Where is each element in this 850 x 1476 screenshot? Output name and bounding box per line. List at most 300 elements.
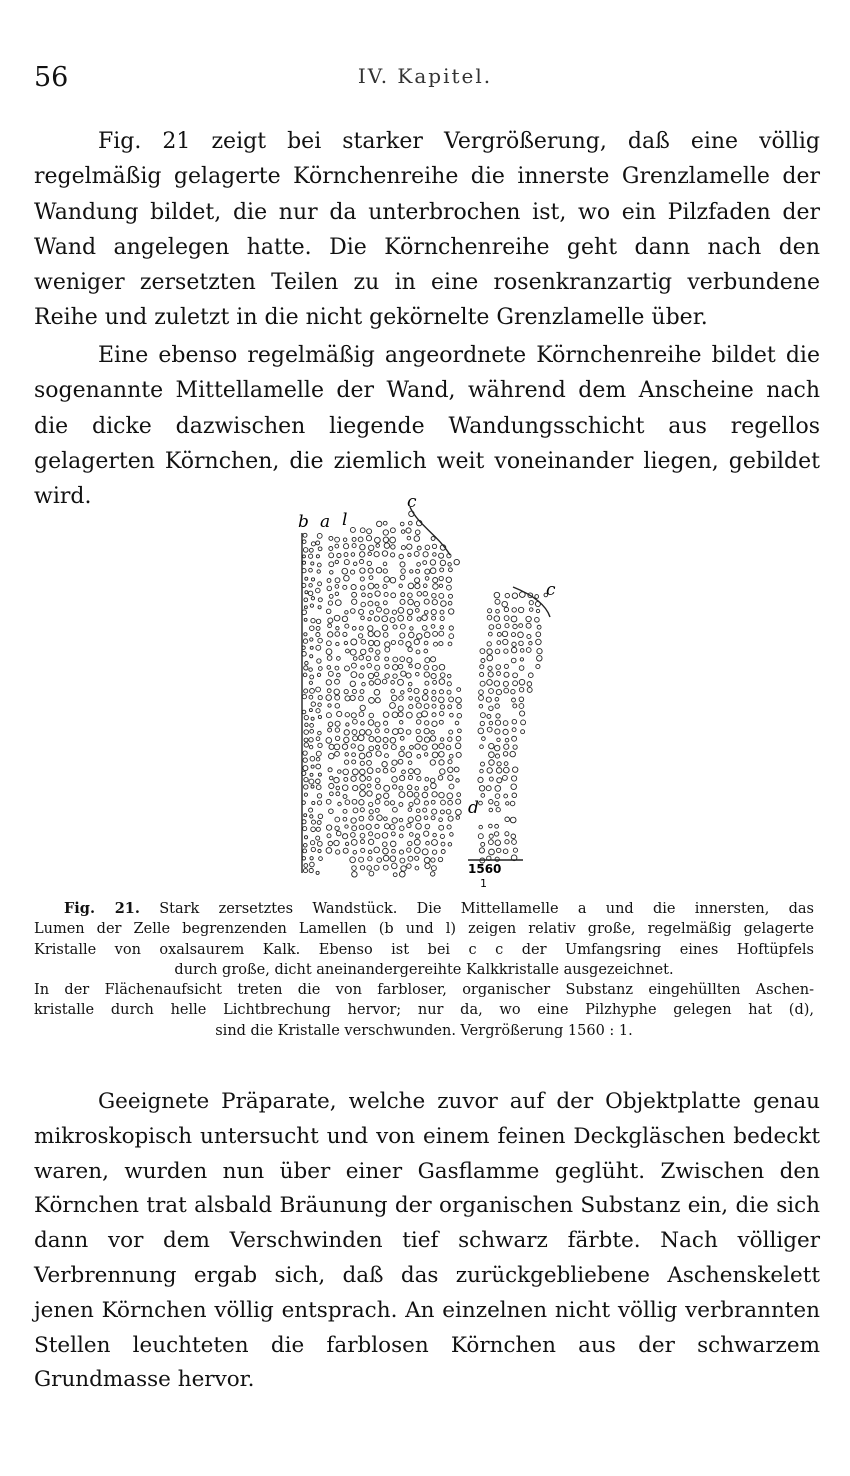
crystal-dot bbox=[504, 616, 509, 621]
crystal-dot bbox=[392, 777, 398, 783]
crystal-dot bbox=[360, 784, 366, 790]
crystal-dot bbox=[496, 665, 501, 670]
crystal-dot bbox=[317, 673, 320, 676]
crystal-dot bbox=[439, 743, 444, 748]
crystal-dot bbox=[352, 599, 357, 604]
crystal-dot bbox=[383, 712, 389, 718]
crystal-dot bbox=[383, 865, 388, 870]
crystal-dot bbox=[344, 777, 348, 781]
crystal-dot bbox=[415, 834, 419, 838]
crystal-dot bbox=[416, 729, 420, 733]
crystal-dot bbox=[478, 834, 483, 839]
crystal-dot bbox=[519, 697, 524, 702]
crystal-dot bbox=[446, 585, 451, 590]
crystal-dot bbox=[352, 760, 356, 764]
crystal-dot bbox=[504, 649, 508, 653]
crystal-dot bbox=[439, 697, 445, 703]
crystal-dot bbox=[375, 834, 380, 839]
crystal-dot bbox=[505, 817, 510, 822]
crystal-dot bbox=[316, 827, 320, 831]
crystal-dot bbox=[519, 711, 524, 716]
crystal-dot bbox=[310, 815, 313, 818]
crystal-dot bbox=[391, 695, 397, 701]
crystal-dot bbox=[343, 834, 348, 839]
crystal-dot bbox=[350, 695, 355, 700]
crystal-dot bbox=[450, 833, 454, 837]
crystal-dot bbox=[390, 577, 396, 583]
crystal-dot bbox=[407, 609, 413, 615]
crystal-dot bbox=[303, 673, 307, 677]
crystal-dot bbox=[328, 728, 332, 732]
crystal-dot bbox=[422, 745, 427, 750]
crystal-dot bbox=[308, 554, 312, 558]
crystal-dot bbox=[335, 544, 339, 548]
crystal-dot bbox=[328, 618, 333, 623]
crystal-dot bbox=[489, 625, 494, 630]
crystal-dot bbox=[447, 793, 453, 799]
crystal-dot bbox=[368, 601, 373, 606]
crystal-dot bbox=[504, 607, 508, 611]
crystal-dot bbox=[311, 717, 314, 720]
crystal-dot bbox=[487, 768, 492, 773]
crystal-dot bbox=[457, 688, 461, 692]
crystal-dot bbox=[382, 625, 387, 630]
crystal-dot bbox=[384, 543, 389, 548]
crystal-dot bbox=[408, 593, 413, 598]
caption-line-1 bbox=[34, 899, 814, 919]
crystal-dot bbox=[424, 831, 429, 836]
crystal-dot bbox=[406, 528, 411, 533]
crystal-dot bbox=[518, 632, 524, 638]
crystal-dot bbox=[456, 697, 462, 703]
crystal-dot bbox=[487, 615, 492, 620]
crystal-dot bbox=[536, 664, 540, 668]
crystal-dot bbox=[494, 745, 499, 750]
crystal-dot bbox=[328, 768, 332, 772]
crystal-dot bbox=[326, 825, 331, 830]
crystal-dot bbox=[318, 547, 322, 551]
crystal-dot bbox=[424, 665, 429, 670]
crystal-dot bbox=[431, 866, 436, 871]
crystal-dot bbox=[309, 668, 313, 672]
crystal-dot bbox=[309, 548, 313, 552]
crystal-dot bbox=[317, 794, 321, 798]
crystal-dot bbox=[494, 832, 498, 836]
crystal-dot bbox=[489, 689, 494, 694]
crystal-dot bbox=[439, 631, 444, 636]
crystal-dot bbox=[415, 697, 419, 701]
crystal-dot bbox=[398, 615, 404, 621]
crystal-dot bbox=[416, 650, 420, 654]
crystal-dot bbox=[391, 593, 396, 598]
crystal-dot bbox=[439, 642, 443, 646]
crystal-dot bbox=[481, 794, 485, 798]
crystal-dot bbox=[406, 642, 411, 647]
crystal-dot bbox=[398, 664, 402, 668]
crystal-dot bbox=[335, 632, 340, 637]
crystal-dot bbox=[495, 794, 500, 799]
crystal-dot bbox=[375, 745, 379, 749]
crystal-dot bbox=[449, 784, 454, 789]
crystal-dot bbox=[503, 767, 509, 773]
crystal-dot bbox=[383, 562, 387, 566]
crystal-dot bbox=[448, 642, 452, 646]
crystal-dot bbox=[504, 688, 509, 693]
crystal-dot bbox=[367, 866, 372, 871]
crystal-dot bbox=[391, 689, 395, 693]
crystal-dot bbox=[505, 738, 509, 742]
crystal-dot bbox=[408, 521, 412, 525]
crystal-dot bbox=[424, 786, 428, 790]
crystal-dot bbox=[398, 728, 403, 733]
label-a: a bbox=[320, 512, 331, 532]
crystal-dot bbox=[511, 776, 516, 781]
crystal-dot bbox=[424, 641, 428, 645]
crystal-dot bbox=[353, 736, 358, 741]
crystal-dot bbox=[482, 737, 486, 741]
crystal-dot bbox=[536, 609, 539, 612]
crystal-dot bbox=[352, 769, 358, 775]
crystal-dot bbox=[424, 857, 430, 863]
crystal-dot bbox=[510, 751, 516, 757]
crystal-dot bbox=[329, 809, 334, 814]
crystal-dot bbox=[369, 802, 373, 806]
crystal-dot bbox=[327, 586, 332, 591]
crystal-dot bbox=[512, 840, 517, 845]
crystal-dot bbox=[343, 538, 347, 542]
crystal-dot bbox=[406, 730, 411, 735]
crystal-dot bbox=[305, 591, 308, 594]
crystal-dot bbox=[423, 808, 427, 812]
crystal-dot bbox=[360, 705, 365, 710]
crystal-dot bbox=[375, 584, 379, 588]
crystal-dot bbox=[310, 862, 315, 867]
crystal-dot bbox=[366, 730, 372, 736]
crystal-dot bbox=[304, 598, 308, 602]
crystal-dot bbox=[352, 537, 356, 541]
crystal-dot bbox=[511, 658, 516, 663]
crystal-dot bbox=[399, 871, 405, 877]
crystal-dot bbox=[316, 871, 319, 874]
crystal-dot bbox=[417, 777, 421, 781]
crystal-dot bbox=[311, 820, 315, 824]
crystal-dot bbox=[496, 768, 502, 774]
crystal-dot bbox=[495, 824, 499, 828]
crystal-dot bbox=[312, 801, 315, 804]
crystal-dot bbox=[529, 608, 533, 612]
crystal-dot bbox=[359, 655, 364, 660]
crystal-dot bbox=[402, 770, 406, 774]
crystal-dot bbox=[311, 597, 314, 600]
crystal-dot bbox=[375, 537, 381, 543]
crystal-dot bbox=[303, 533, 307, 537]
crystal-dot bbox=[367, 776, 371, 780]
crystal-dot bbox=[488, 840, 493, 845]
crystal-dot bbox=[432, 713, 436, 717]
crystal-dot bbox=[449, 730, 453, 734]
crystal-dot bbox=[511, 784, 517, 790]
crystal-dot bbox=[527, 682, 532, 687]
crystal-dot bbox=[399, 696, 404, 701]
crystal-dot bbox=[390, 825, 395, 830]
crystal-dot bbox=[478, 728, 484, 734]
crystal-dot bbox=[416, 823, 422, 829]
crystal-dot bbox=[479, 801, 483, 805]
crystal-dot bbox=[344, 689, 348, 693]
page-number: 56 bbox=[34, 62, 69, 93]
crystal-dot bbox=[489, 743, 494, 748]
crystal-dot bbox=[440, 625, 444, 629]
crystal-dot bbox=[350, 857, 356, 863]
crystal-dot bbox=[434, 642, 438, 646]
crystal-dot bbox=[504, 744, 509, 749]
crystal-dot bbox=[495, 801, 499, 805]
crystal-dot bbox=[316, 785, 321, 790]
crystal-dot bbox=[303, 751, 307, 755]
crystal-dot bbox=[303, 849, 307, 853]
label-c-right: c bbox=[546, 580, 556, 600]
crystal-dot bbox=[311, 702, 315, 706]
crystal-dot bbox=[415, 583, 420, 588]
crystal-dot bbox=[375, 737, 381, 743]
crystal-dot bbox=[316, 588, 321, 593]
crystal-dot bbox=[407, 544, 412, 549]
crystal-dot bbox=[368, 626, 373, 631]
crystal-dot bbox=[399, 786, 403, 790]
crystal-dot bbox=[317, 821, 321, 825]
crystal-dot bbox=[359, 753, 365, 759]
crystal-dot bbox=[369, 832, 373, 836]
crystal-dot bbox=[309, 681, 312, 684]
crystal-dot bbox=[368, 720, 374, 726]
crystal-dot bbox=[448, 705, 452, 709]
crystal-dot bbox=[369, 816, 374, 821]
crystal-dot bbox=[407, 823, 411, 827]
crystal-dot bbox=[385, 642, 390, 647]
crystal-dot bbox=[431, 858, 435, 862]
crystal-dot bbox=[424, 801, 428, 805]
crystal-dot bbox=[441, 800, 446, 805]
crystal-dot bbox=[316, 687, 321, 692]
crystal-dot bbox=[352, 872, 358, 878]
crystal-dot bbox=[384, 577, 390, 583]
crystal-dot bbox=[369, 681, 374, 686]
crystal-dot bbox=[327, 641, 332, 646]
crystal-dot bbox=[431, 674, 436, 679]
crystal-dot bbox=[359, 712, 364, 717]
crystal-dot bbox=[432, 752, 438, 758]
crystal-dot bbox=[416, 569, 420, 573]
crystal-dot bbox=[495, 754, 499, 758]
crystal-dot bbox=[432, 593, 436, 597]
crystal-dot bbox=[417, 754, 421, 758]
crystal-dot bbox=[526, 623, 531, 628]
crystal-dot bbox=[410, 627, 414, 631]
crystal-dot bbox=[431, 816, 435, 820]
crystal-dot bbox=[391, 553, 395, 557]
crystal-dot bbox=[342, 744, 347, 749]
crystal-dot bbox=[415, 578, 420, 583]
label-l: l bbox=[342, 510, 348, 530]
crystal-dot bbox=[391, 832, 395, 836]
crystal-dot bbox=[513, 767, 518, 772]
crystal-dot bbox=[343, 632, 347, 636]
crystal-dot bbox=[416, 672, 420, 676]
crystal-dot bbox=[382, 762, 387, 767]
crystal-dot bbox=[432, 840, 438, 846]
crystal-dot bbox=[335, 578, 340, 583]
crystal-dot bbox=[407, 616, 412, 621]
crystal-dot bbox=[318, 703, 321, 706]
crystal-dot bbox=[352, 689, 356, 693]
crystal-dot bbox=[311, 618, 315, 622]
crystal-dot bbox=[345, 800, 350, 805]
crystal-dot bbox=[503, 849, 508, 854]
crystal-dot bbox=[424, 672, 429, 677]
crystal-dot bbox=[407, 791, 413, 797]
crystal-dot bbox=[409, 745, 413, 749]
crystal-dot bbox=[316, 555, 319, 558]
crystal-dot bbox=[441, 850, 445, 854]
crystal-dot bbox=[369, 736, 374, 741]
crystal-dot bbox=[456, 779, 460, 783]
crystal-dot bbox=[351, 744, 355, 748]
crystal-dot bbox=[326, 695, 332, 701]
crystal-dot bbox=[456, 816, 460, 820]
crystal-dot bbox=[304, 864, 308, 868]
crystal-dot bbox=[360, 791, 366, 797]
crystal-dot bbox=[351, 713, 356, 718]
crystal-dot bbox=[308, 591, 313, 596]
crystal-dot bbox=[480, 649, 485, 654]
crystal-dot bbox=[319, 857, 323, 861]
crystal-dot bbox=[439, 760, 444, 765]
crystal-dot bbox=[383, 530, 388, 535]
crystal-dot bbox=[351, 585, 356, 590]
crystal-dot bbox=[318, 638, 323, 643]
crystal-dot bbox=[391, 745, 396, 750]
crystal-dot bbox=[303, 555, 306, 558]
crystal-dot bbox=[361, 840, 365, 844]
crystal-dot bbox=[512, 698, 516, 702]
crystal-dot bbox=[329, 547, 333, 551]
crystal-dot bbox=[303, 843, 307, 847]
crystal-dot bbox=[353, 657, 357, 661]
crystal-dot bbox=[377, 607, 382, 612]
crystal-dot bbox=[447, 674, 451, 678]
crystal-dot bbox=[432, 721, 437, 726]
crystal-dot bbox=[448, 843, 452, 847]
crystal-dot bbox=[496, 808, 500, 812]
crystal-dot bbox=[335, 751, 340, 756]
crystal-dot bbox=[511, 834, 516, 839]
crystal-dot bbox=[311, 827, 316, 832]
crystal-dot bbox=[359, 730, 364, 735]
crystal-dot bbox=[400, 736, 404, 740]
crystal-dot bbox=[361, 848, 365, 852]
crystal-dot bbox=[361, 722, 365, 726]
crystal-dot bbox=[310, 689, 315, 694]
crystal-dot bbox=[432, 544, 436, 548]
crystal-dot bbox=[416, 720, 421, 725]
crystal-dot bbox=[432, 690, 436, 694]
crystal-dot bbox=[352, 753, 356, 757]
crystal-dot bbox=[328, 722, 333, 727]
crystal-dot bbox=[335, 679, 340, 684]
crystal-dot bbox=[345, 825, 348, 828]
crystal-dot bbox=[391, 863, 397, 869]
crystal-dot bbox=[318, 695, 322, 699]
crystal-dot bbox=[409, 802, 413, 806]
figure-caption bbox=[34, 899, 814, 1041]
crystal-dot bbox=[343, 817, 347, 821]
crystal-dot bbox=[335, 728, 339, 732]
crystal-dot bbox=[496, 689, 501, 694]
crystal-dot bbox=[374, 616, 379, 621]
crystal-dot bbox=[375, 591, 380, 596]
crystal-dot bbox=[512, 608, 516, 612]
crystal-dot bbox=[481, 842, 485, 846]
crystal-dot bbox=[439, 792, 444, 797]
crystal-dot bbox=[425, 681, 429, 685]
crystal-dot bbox=[353, 719, 358, 724]
crystal-dot bbox=[398, 759, 403, 764]
crystal-dot bbox=[335, 817, 340, 822]
crystal-dot bbox=[369, 698, 375, 704]
crystal-dot bbox=[326, 680, 331, 685]
crystal-dot bbox=[360, 866, 364, 870]
crystal-dot bbox=[513, 848, 517, 852]
crystal-dot bbox=[440, 568, 444, 572]
crystal-dot bbox=[336, 786, 340, 790]
crystal-dot bbox=[311, 765, 314, 768]
crystal-dot bbox=[409, 704, 413, 708]
crystal-dot bbox=[361, 639, 366, 644]
crystal-dot bbox=[334, 777, 339, 782]
crystal-dot bbox=[486, 786, 491, 791]
crystal-dot bbox=[399, 775, 404, 780]
crystal-dot bbox=[512, 642, 516, 646]
crystal-dot bbox=[377, 858, 382, 863]
crystal-dot bbox=[506, 802, 509, 805]
crystal-dot bbox=[415, 866, 419, 870]
crystal-dot bbox=[376, 794, 381, 799]
crystal-dot bbox=[337, 657, 341, 661]
crystal-dot bbox=[537, 625, 541, 629]
crystal-dot bbox=[440, 810, 444, 814]
crystal-dot bbox=[400, 522, 404, 526]
crystal-dot bbox=[398, 679, 404, 685]
pore-ring-right bbox=[513, 587, 550, 617]
crystal-dot bbox=[353, 562, 357, 566]
crystal-dot bbox=[374, 672, 378, 676]
crystal-dot bbox=[351, 776, 356, 781]
crystal-dot bbox=[392, 712, 398, 718]
crystal-dot bbox=[316, 619, 320, 623]
crystal-dot bbox=[338, 802, 342, 806]
crystal-dot bbox=[536, 632, 541, 637]
crystal-dot bbox=[432, 616, 436, 620]
crystal-dot bbox=[390, 856, 396, 862]
crystal-dot bbox=[433, 833, 437, 837]
crystal-dot bbox=[351, 840, 357, 846]
crystal-dot bbox=[309, 695, 313, 699]
crystal-dot bbox=[503, 721, 508, 726]
crystal-dot bbox=[391, 640, 395, 644]
crystal-dot bbox=[361, 666, 365, 670]
crystal-dot bbox=[376, 567, 382, 573]
crystal-dot bbox=[409, 632, 414, 637]
